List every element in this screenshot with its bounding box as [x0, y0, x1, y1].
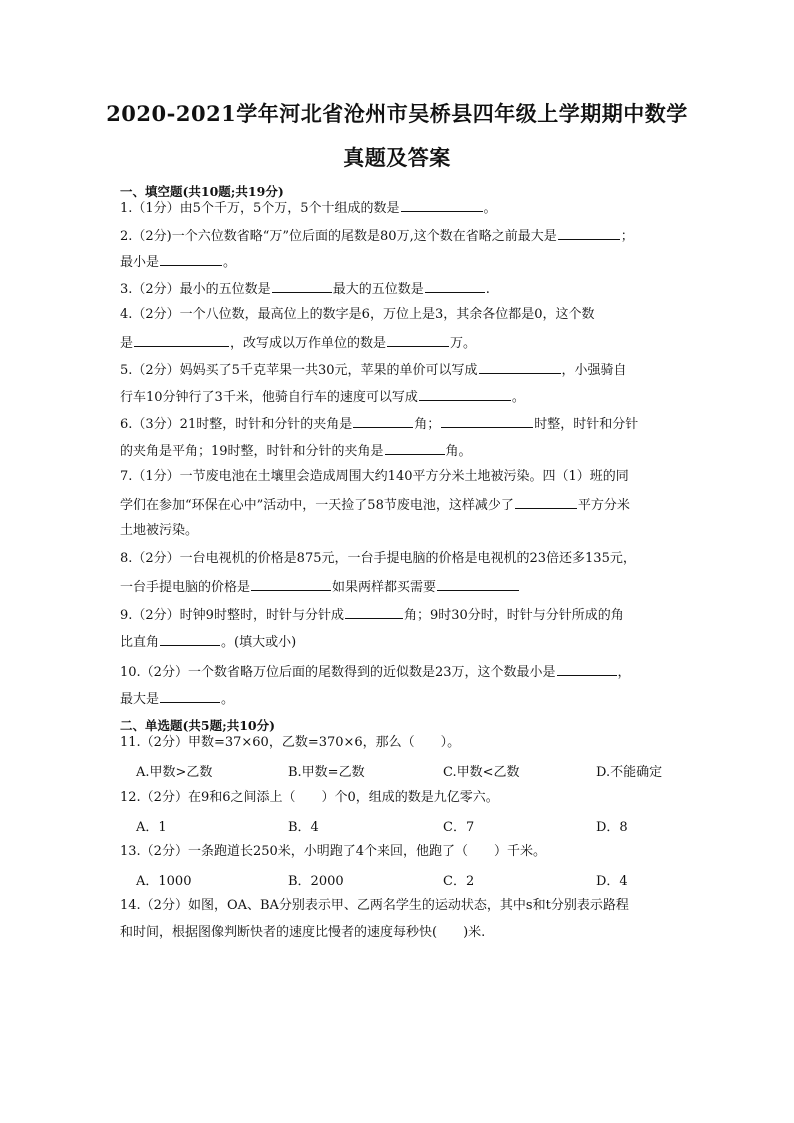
- question-text: 时整，时针和分针: [534, 417, 639, 432]
- question-text: 学们在参加“环保在心中”活动中，一天捡了58节废电池，这样减少了: [120, 498, 514, 513]
- answer-blank[interactable]: [558, 226, 620, 240]
- question-7-continued: [120, 495, 680, 515]
- question-text: 。(填大或小): [221, 635, 297, 650]
- question-text: 。: [511, 390, 525, 405]
- question-text: 角；9时30分时，时针与分针所成的角: [403, 608, 624, 623]
- option-b[interactable]: B.甲数=乙数: [288, 765, 365, 780]
- question-text: 6.（3分）21时整，时针和分针的夹角是: [120, 417, 353, 432]
- question-text: 11.（2分）甲数=37×60，乙数=370×6，那么（ ）。: [120, 735, 461, 750]
- question-text: 5.（2分）妈妈买了5千克苹果一共30元，苹果的单价可以写成: [120, 363, 478, 378]
- option-d[interactable]: D．8: [596, 820, 628, 835]
- question-14: [120, 897, 680, 915]
- question-text: 1.（1分）由5个千万，5个万，5个十组成的数是: [120, 201, 400, 216]
- question-10: [120, 662, 680, 682]
- answer-blank[interactable]: [419, 387, 511, 401]
- option-a[interactable]: A.甲数>乙数: [136, 765, 213, 780]
- question-1: [120, 198, 680, 218]
- answer-blank[interactable]: [401, 198, 483, 212]
- question-text: 8.（2分）一台电视机的价格是875元，一台手提电脑的价格是电视机的23倍还多135元，: [120, 551, 636, 566]
- question-9: [120, 605, 680, 625]
- answer-blank[interactable]: [251, 577, 331, 591]
- question-10-continued: [120, 689, 680, 709]
- question-text: 。: [483, 201, 497, 216]
- question-3: [120, 279, 680, 299]
- answer-blank[interactable]: [479, 360, 561, 374]
- answer-blank[interactable]: [425, 279, 485, 293]
- question-13: [120, 843, 680, 861]
- page-title-continued: 真题及答案: [343, 145, 451, 170]
- question-11-options: [136, 761, 696, 779]
- page-title: 2020-2021学年河北省沧州市吴桥县四年级上学期期中数学: [106, 101, 688, 126]
- question-2-continued: [120, 252, 680, 272]
- answer-blank[interactable]: [557, 662, 617, 676]
- option-a[interactable]: A．1: [136, 820, 167, 835]
- option-c[interactable]: C．2: [443, 874, 475, 889]
- question-text: 行车10分钟行了3千米，他骑自行车的速度可以写成: [120, 390, 418, 405]
- question-text: 最大是: [120, 692, 160, 707]
- question-text: ，小强骑自: [561, 363, 627, 378]
- section-heading-fill-in: 一、填空题(共10题;共19分): [120, 184, 284, 199]
- question-text: 3.（2分）最小的五位数是: [120, 282, 271, 297]
- question-text: 。: [223, 255, 237, 270]
- question-text: 平方分米: [577, 498, 630, 513]
- question-text: 是: [120, 336, 134, 351]
- question-text: 4.（2分）一个八位数，最高位上的数字是6，万位上是3，其余各位都是0，这个数: [120, 307, 595, 322]
- option-d[interactable]: D.不能确定: [596, 765, 663, 780]
- question-text: 一台手提电脑的价格是: [120, 580, 251, 595]
- question-text: 最大的五位数是: [332, 282, 424, 297]
- question-2: [120, 226, 680, 246]
- question-text: ，: [617, 665, 631, 680]
- question-4: [120, 306, 680, 324]
- option-d[interactable]: D．4: [596, 874, 628, 889]
- answer-blank[interactable]: [387, 333, 449, 347]
- answer-blank[interactable]: [160, 632, 220, 646]
- section-heading-single-choice: 二、单选题(共5题;共10分): [120, 718, 276, 733]
- option-b[interactable]: B．4: [288, 820, 319, 835]
- question-text: 9.（2分）时钟9时整时，时针与分针成: [120, 608, 344, 623]
- question-text: 14.（2分）如图，OA、BA分别表示甲、乙两名学生的运动状态，其中s和t分别表示路程: [120, 898, 629, 913]
- answer-blank[interactable]: [345, 605, 403, 619]
- question-9-continued: [120, 632, 680, 652]
- question-12-options: [136, 816, 696, 834]
- question-12: [120, 789, 680, 807]
- answer-blank[interactable]: [353, 414, 413, 428]
- question-8: [120, 550, 680, 568]
- question-text: 10.（2分）一个数省略万位后面的尾数得到的近似数是23万，这个数最小是: [120, 665, 556, 680]
- question-text: .: [485, 282, 490, 297]
- question-text: 的夹角是平角；19时整，时针和分针的夹角是: [120, 444, 384, 459]
- question-text: 万。: [450, 336, 477, 351]
- question-7: [120, 468, 680, 486]
- answer-blank[interactable]: [385, 441, 445, 455]
- answer-blank[interactable]: [134, 333, 229, 347]
- question-7-continued-2: [120, 522, 680, 540]
- question-text: 角。: [445, 444, 472, 459]
- option-a[interactable]: A．1000: [136, 874, 192, 889]
- question-11: [120, 734, 680, 752]
- question-6: [120, 414, 680, 434]
- answer-blank[interactable]: [160, 252, 222, 266]
- question-text: 比直角: [120, 635, 160, 650]
- question-text: ；: [620, 229, 634, 244]
- question-6-continued: [120, 441, 680, 461]
- question-5: [120, 360, 680, 380]
- answer-blank[interactable]: [515, 495, 577, 509]
- question-text: 角；: [414, 417, 441, 432]
- option-c[interactable]: C.甲数<乙数: [443, 765, 520, 780]
- question-text: 13.（2分）一条跑道长250米，小明跑了4个来回，他跑了（ ）千米。: [120, 844, 547, 859]
- question-14-continued: [120, 924, 680, 942]
- option-b[interactable]: B．2000: [288, 874, 344, 889]
- answer-blank[interactable]: [160, 689, 220, 703]
- answer-blank[interactable]: [437, 577, 519, 591]
- question-5-continued: [120, 387, 680, 407]
- answer-blank[interactable]: [441, 414, 533, 428]
- question-text: 最小是: [120, 255, 160, 270]
- question-text: 土地被污染。: [120, 523, 199, 538]
- question-text: 。: [221, 692, 235, 707]
- question-text: ，改写成以万作单位的数是: [230, 336, 387, 351]
- question-4-continued: [120, 333, 680, 353]
- question-13-options: [136, 870, 696, 888]
- question-text: 12.（2分）在9和6之间添上（ ）个0，组成的数是九亿零六。: [120, 790, 499, 805]
- option-c[interactable]: C．7: [443, 820, 475, 835]
- question-text: 7.（1分）一节废电池在土壤里会造成周围大约140平方分米土地被污染。四（1）班的同: [120, 469, 629, 484]
- question-text: 2.（2分)一个六位数省略“万”位后面的尾数是80万,这个数在省略之前最大是: [120, 229, 557, 244]
- question-text: 和时间，根据图像判断快者的速度比慢者的速度每秒快( )米.: [120, 925, 486, 940]
- answer-blank[interactable]: [272, 279, 332, 293]
- question-text: 如果两样都买需要: [332, 580, 437, 595]
- question-8-continued: [120, 577, 680, 597]
